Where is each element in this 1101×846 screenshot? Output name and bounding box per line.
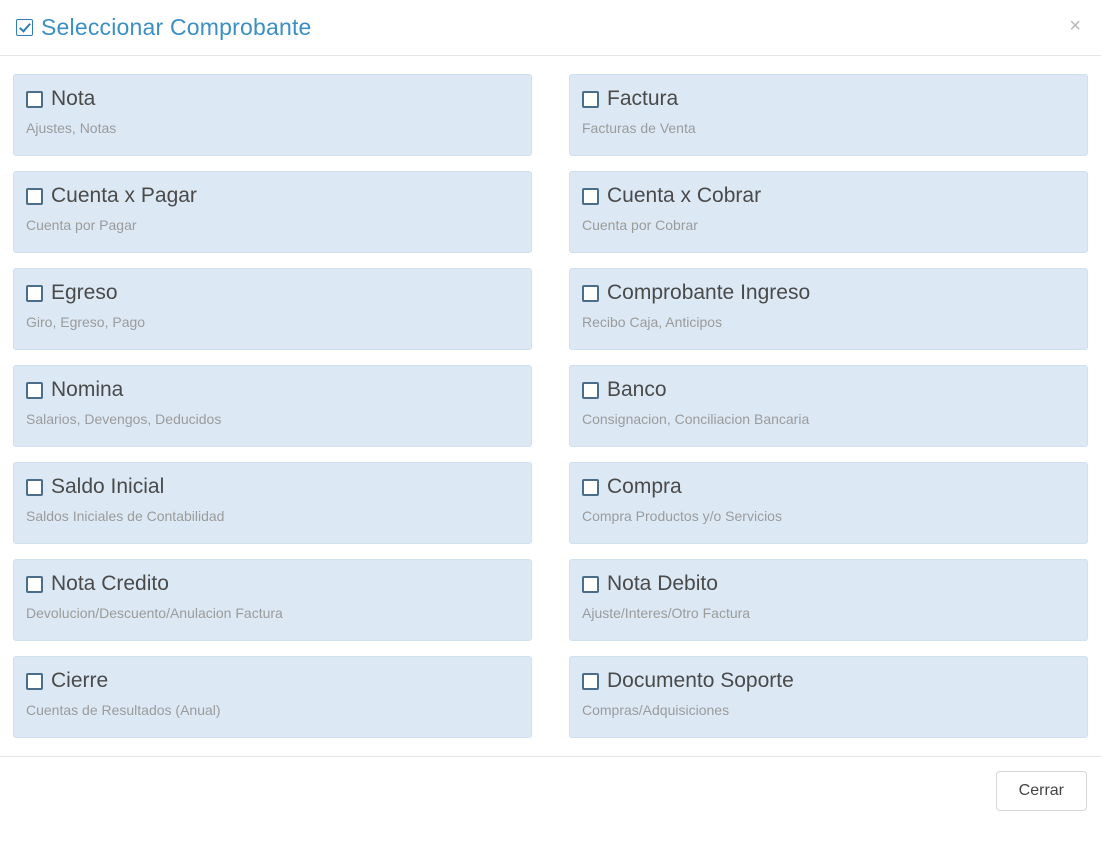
card-header <box>26 669 519 693</box>
comprobante-label: Compra <box>607 475 682 498</box>
comprobante-checkbox[interactable] <box>582 576 599 593</box>
cerrar-button[interactable]: Cerrar <box>996 771 1087 811</box>
comprobante-label: Nota Debito <box>607 572 718 595</box>
page-title: Seleccionar Comprobante <box>41 14 312 40</box>
comprobante-card[interactable] <box>13 559 532 641</box>
comprobante-card[interactable] <box>569 462 1088 544</box>
comprobante-label: Nota <box>51 87 96 110</box>
comprobante-card[interactable] <box>569 365 1088 447</box>
comprobante-checkbox[interactable] <box>26 91 43 108</box>
comprobante-description: Consignacion, Conciliacion Bancaria <box>582 411 810 428</box>
comprobante-checkbox[interactable] <box>582 285 599 302</box>
comprobante-checkbox[interactable] <box>582 382 599 399</box>
comprobante-label: Nomina <box>51 378 124 401</box>
comprobante-checkbox[interactable] <box>26 285 43 302</box>
card-header <box>26 378 519 402</box>
comprobante-label: Documento Soporte <box>607 669 794 692</box>
select-all-checkbox[interactable] <box>16 19 33 36</box>
comprobante-card[interactable] <box>13 656 532 738</box>
comprobante-description: Cuenta por Cobrar <box>582 217 698 234</box>
comprobante-label: Saldo Inicial <box>51 475 165 498</box>
comprobante-description: Ajuste/Interes/Otro Factura <box>582 605 751 622</box>
comprobante-description: Compras/Adquisiciones <box>582 702 730 719</box>
comprobante-card[interactable] <box>569 559 1088 641</box>
card-header <box>582 184 1075 208</box>
modal-footer <box>0 756 1101 811</box>
comprobante-card[interactable] <box>569 74 1088 156</box>
comprobante-card[interactable] <box>569 268 1088 350</box>
comprobante-label: Banco <box>607 378 667 401</box>
card-header <box>26 87 519 111</box>
card-header <box>26 281 519 305</box>
comprobante-card[interactable] <box>569 171 1088 253</box>
comprobante-checkbox[interactable] <box>26 479 43 496</box>
comprobante-checkbox[interactable] <box>582 188 599 205</box>
card-header <box>582 378 1075 402</box>
comprobante-checkbox[interactable] <box>582 479 599 496</box>
comprobante-checkbox[interactable] <box>582 91 599 108</box>
card-header <box>26 475 519 499</box>
close-icon[interactable]: × <box>1063 12 1087 40</box>
modal-title-group <box>16 14 312 41</box>
comprobante-description: Salarios, Devengos, Deducidos <box>26 411 222 428</box>
comprobante-description: Ajustes, Notas <box>26 120 117 137</box>
comprobante-grid <box>13 74 1088 738</box>
comprobante-card[interactable] <box>13 74 532 156</box>
card-header <box>582 572 1075 596</box>
comprobante-card[interactable] <box>13 365 532 447</box>
comprobante-label: Egreso <box>51 281 118 304</box>
comprobante-description: Cuenta por Pagar <box>26 217 137 234</box>
comprobante-label: Cuenta x Pagar <box>51 184 197 207</box>
modal-header <box>0 0 1101 56</box>
comprobante-checkbox[interactable] <box>26 382 43 399</box>
comprobante-label: Factura <box>607 87 679 110</box>
comprobante-checkbox[interactable] <box>26 576 43 593</box>
comprobante-card[interactable] <box>13 171 532 253</box>
card-header <box>582 281 1075 305</box>
modal-body <box>0 56 1101 738</box>
comprobante-description: Cuentas de Resultados (Anual) <box>26 702 221 719</box>
comprobante-card[interactable] <box>13 268 532 350</box>
comprobante-card[interactable] <box>13 462 532 544</box>
comprobante-description: Compra Productos y/o Servicios <box>582 508 782 525</box>
comprobante-description: Giro, Egreso, Pago <box>26 314 146 331</box>
comprobante-description: Devolucion/Descuento/Anulacion Factura <box>26 605 283 622</box>
card-header <box>26 184 519 208</box>
comprobante-label: Cierre <box>51 669 109 692</box>
comprobante-checkbox[interactable] <box>26 188 43 205</box>
card-header <box>582 87 1075 111</box>
comprobante-description: Recibo Caja, Anticipos <box>582 314 723 331</box>
comprobante-card[interactable] <box>569 656 1088 738</box>
card-header <box>582 669 1075 693</box>
comprobante-description: Saldos Iniciales de Contabilidad <box>26 508 225 525</box>
card-header <box>582 475 1075 499</box>
comprobante-checkbox[interactable] <box>582 673 599 690</box>
comprobante-checkbox[interactable] <box>26 673 43 690</box>
comprobante-label: Nota Credito <box>51 572 169 595</box>
comprobante-label: Cuenta x Cobrar <box>607 184 762 207</box>
card-header <box>26 572 519 596</box>
comprobante-description: Facturas de Venta <box>582 120 696 137</box>
comprobante-label: Comprobante Ingreso <box>607 281 811 304</box>
